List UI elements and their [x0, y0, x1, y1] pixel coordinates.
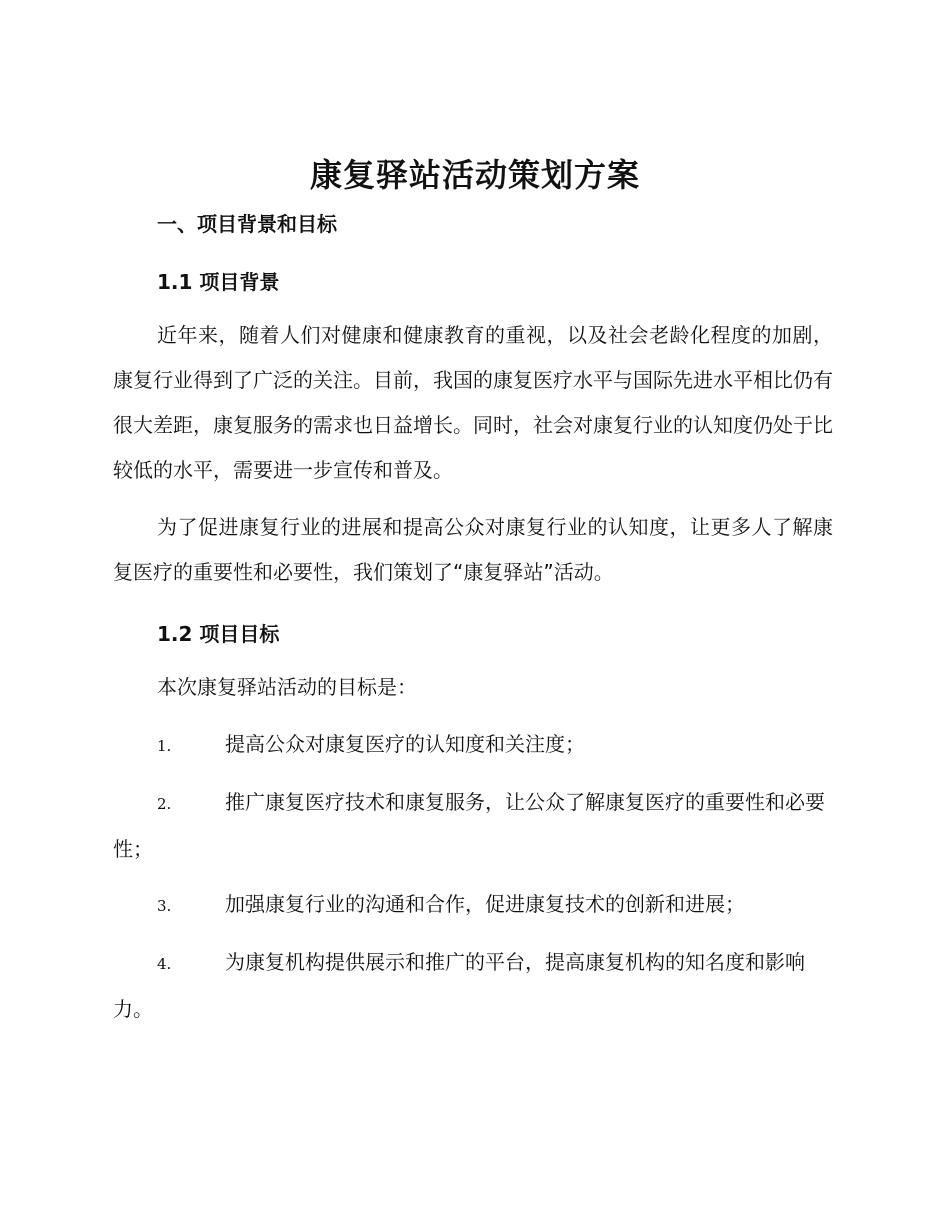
paragraph-background: 近年来，随着人们对健康和健康教育的重视，以及社会老龄化程度的加剧，康复行业得到了广泛的关注。目前，我国的康复医疗水平与国际先进水平相比仍有很大差距，康复服务的需求也日益增长。同时，社会对康复行业的认知度仍处于比较低的水平，需要进一步宣传和普及。: [113, 323, 833, 482]
list-item-text: 为康复机构提供展示和推广的平台，提高康复机构的知名度和影响力。: [113, 950, 805, 1021]
document-title: 康复驿站活动策划方案: [309, 156, 640, 194]
list-item-number: 2.: [157, 795, 172, 813]
list-item-text: 提高公众对康复医疗的认知度和关注度；: [225, 732, 585, 756]
list-item-number: 1.: [157, 737, 172, 755]
list-item-number: 4.: [157, 955, 172, 973]
goals-intro: 本次康复驿站活动的目标是：: [157, 675, 417, 699]
list-item-text: 加强康复行业的沟通和合作，促进康复技术的创新和进展；: [225, 892, 745, 916]
list-item: [113, 882, 833, 929]
subsection-heading-goals: 1.2 项目目标: [157, 622, 280, 646]
list-item-number: 3.: [157, 897, 172, 915]
paragraph-purpose: 为了促进康复行业的进展和提高公众对康复行业的认知度，让更多人了解康复医疗的重要性和必要性，我们策划了“康复驿站”活动。: [113, 515, 833, 584]
list-item: [113, 940, 833, 1032]
list-item: [113, 780, 833, 872]
subsection-heading-background: 1.1 项目背景: [157, 270, 280, 294]
section-heading-background-goals: 一、项目背景和目标: [157, 212, 337, 236]
list-item: [113, 722, 833, 769]
list-item-text: 推广康复医疗技术和康复服务，让公众了解康复医疗的重要性和必要性；: [113, 790, 825, 861]
